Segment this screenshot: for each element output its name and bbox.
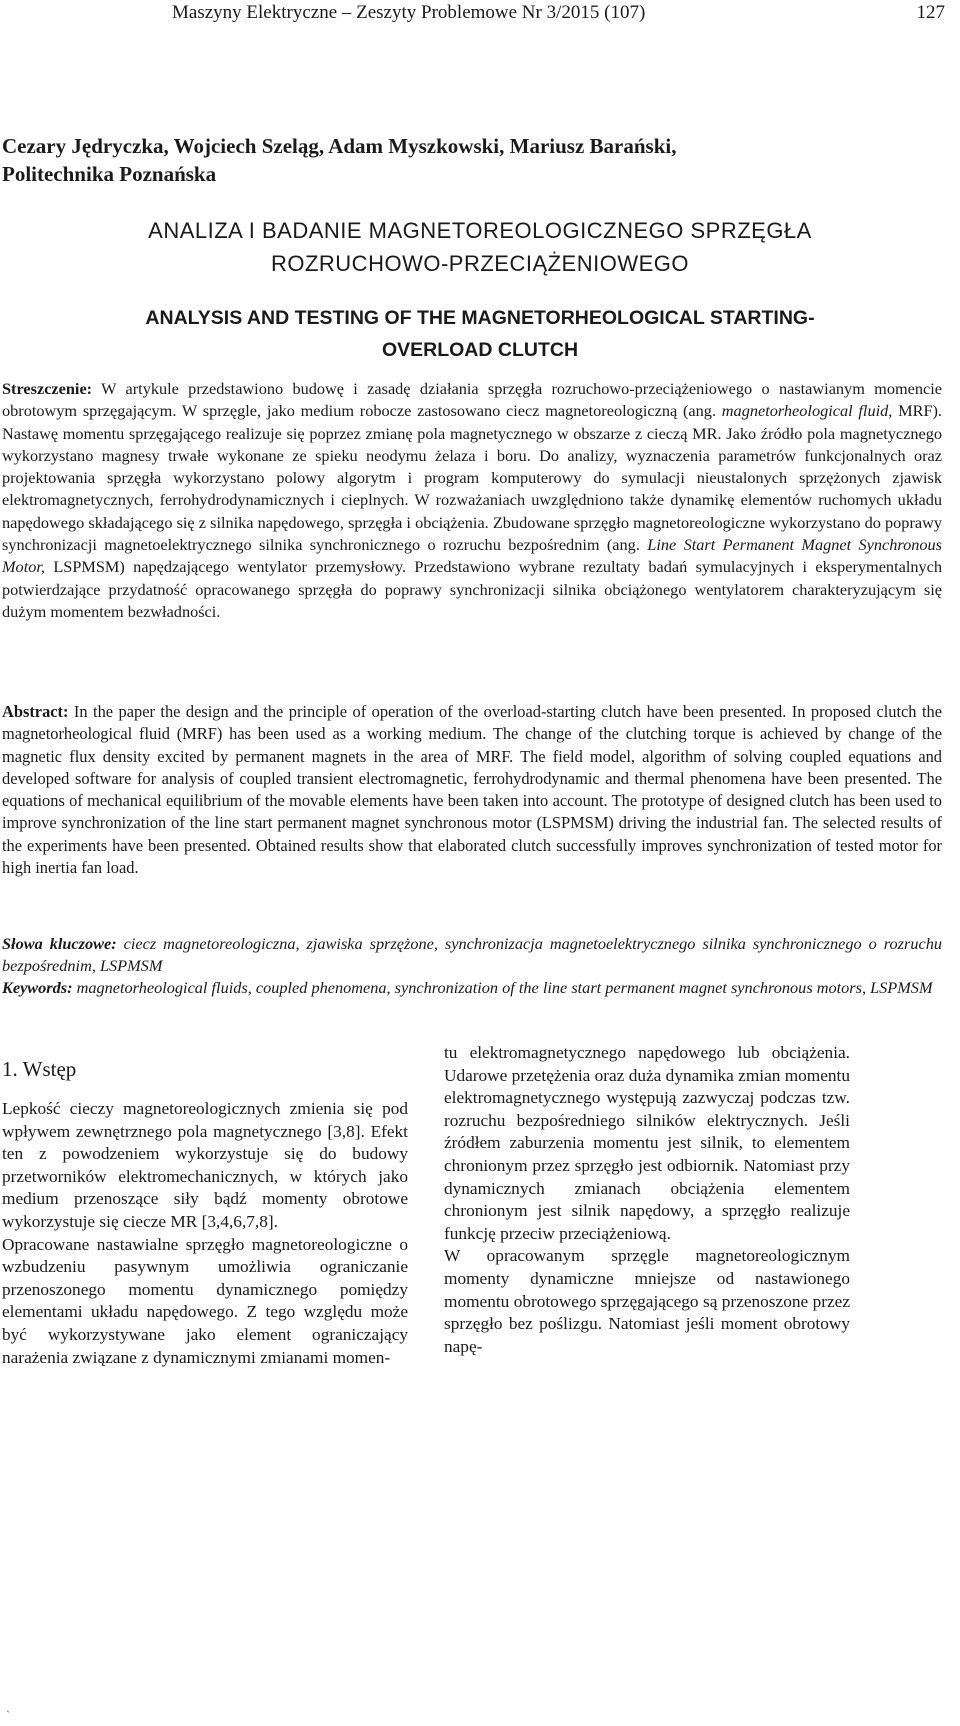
keywords-polish-text: ciecz magnetoreologiczna, zjawiska sprzężone, synchronizacja magnetoelektrycznego silnika synchronicznego o rozruchu bezpośrednim, LSPMSM bbox=[2, 934, 942, 976]
title-english-line1: ANALYSIS AND TESTING OF THE MAGNETORHEOLOGICAL STARTING- bbox=[145, 307, 815, 329]
keywords-polish-paragraph bbox=[2, 933, 942, 978]
running-head bbox=[0, 2, 960, 32]
abstract-polish-paragraph bbox=[2, 378, 942, 623]
abstract-polish-label: Streszczenie: bbox=[2, 379, 93, 398]
column-right bbox=[444, 1042, 850, 1358]
intro-paragraph-1: Lepkość cieczy magnetoreologicznych zmienia się pod wpływem zewnętrznego pola magnetycznego [3,8]. Efekt ten z powodzeniem wykorzystuje się do budowy przetworników elektromechanicznych, w których jako medium przenoszące siły bądź momenty obrotowe wykorzystuje się ciecze MR [3,4,6,7,8]. bbox=[2, 1099, 408, 1231]
abstract-english-label: Abstract: bbox=[2, 702, 69, 721]
abstract-polish-italic1: magnetorheological fluid bbox=[721, 401, 889, 421]
keywords-polish bbox=[2, 933, 942, 978]
journal-title: Maszyny Elektryczne – Zeszyty Problemowe Nr 3/2015 (107) bbox=[172, 2, 646, 23]
section-heading: 1. Wstęp bbox=[2, 1057, 77, 1081]
title-polish bbox=[0, 214, 960, 280]
abstract-english bbox=[2, 701, 942, 879]
keywords-english-text: magnetorheological fluids, coupled phenomena, synchronization of the line start permanent magnet synchronous motors, LSPMSM bbox=[72, 978, 933, 997]
abstract-polish-italic2: Line Start Permanent Magnet Synchronous Motor, bbox=[2, 535, 942, 577]
title-polish-line1: ANALIZA I BADANIE MAGNETOREOLOGICZNEGO SPRZĘGŁA bbox=[148, 218, 812, 243]
abstract-english-text: In the paper the design and the principle of operation of the overload-starting clutch have been presented. In proposed clutch the magnetorheological fluid (MRF) has been used as a working medium. The change of the clutching torque is achieved by change of the magnetic flux density excited by permanent magnets in the area of MRF. The field model, algorithm of solving coupled equations and developed software for analysis of coupled transient electromagnetic, ferrohydrodynamic and thermal phenomena have been presented. The equations of mechanical equilibrium of the movable elements have been taken into account. The prototype of designed clutch has been used to improve synchronization of the line start permanent magnet synchronous motor (LSPMSM) driving the industrial fan. The selected results of the experiments have been presented. Obtained results show that elaborated clutch successfully improves synchronization of tested motor for high inertia fan load. bbox=[2, 702, 942, 878]
abstract-english-paragraph bbox=[2, 701, 942, 879]
abstract-polish-text1: W artykule przedstawiono budowę i zasadę działania sprzęgła rozruchowo-przeciążeniowego o nastawianym momencie obrotowym sprzęgającym. W sprzęgle, jako medium robocze zastosowano ciecz magnetoreologiczną (ang. bbox=[2, 379, 942, 421]
intro-paragraph-3: W opracowanym sprzęgle magnetoreologicznym momenty dynamiczne mniejsze od nastawionego momentu obrotowego sprzęgającego są przenoszone przez sprzęgło bez poślizgu. Natomiast jeśli moment obrotowy napę- bbox=[444, 1246, 850, 1356]
abstract-polish-text3: LSPMSM) napędzającego wentylator przemysłowy. Przedstawiono wybrane rezultaty badań symulacyjnych i eksperymentalnych potwierdzające przydatność opracowanego sprzęgła do poprawy synchronizacji silnika obciążonego wentylatorem charakteryzującym się dużym momentem bezwładności. bbox=[2, 557, 942, 621]
title-english-line2: OVERLOAD CLUTCH bbox=[381, 339, 579, 361]
keywords-polish-label: Słowa kluczowe: bbox=[2, 934, 117, 953]
abstract-polish-text2: , MRF). Nastawę momentu sprzęgającego realizuje się poprzez zmianę pola magnetycznego w obszarze z cieczą MR. Jako źródło pola magnetycznego wykorzystano magnesy trwałe wykonane ze spieku neodymu żelaza i boru. Do analizy, wyznaczenia parametrów funkcjonalnych oraz projektowania sprzęgła wykorzystano polowy algorytm i program komputerowy do symulacji nieustalonych sprzężonych zjawisk elektromagnetycznych, ferrohydrodynamicznych i cieplnych. W rozważaniach uwzględniono także dynamikę elementów ruchomych układu napędowego składającego się z silnika napędowego, sprzęgła i obciążenia. Zbudowane sprzęgło magnetoreologiczne wykorzystano do poprawy synchronizacji magnetoelektrycznego silnika synchronicznego o rozruchu bezpośrednim (ang. bbox=[2, 401, 942, 555]
author-affiliation: Politechnika Poznańska bbox=[2, 162, 217, 186]
keywords-english-label: Keywords: bbox=[2, 978, 73, 997]
author-names: Cezary Jędryczka, Wojciech Szeląg, Adam Myszkowski, Mariusz Barański, bbox=[2, 134, 677, 158]
column-left bbox=[2, 1042, 408, 1369]
title-polish-line2: ROZRUCHOWO-PRZECIĄŻENIOWEGO bbox=[270, 251, 690, 276]
intro-paragraph-2-continued: tu elektromagnetycznego napędowego lub obciążenia. Udarowe przetężenia oraz duża dynamika zmian momentu elektromagnetycznego występują zazwyczaj podczas tzw. rozruchu bezpośredniego silników elektrycznych. Jeśli źródłem zaburzenia momentu jest silnik, to elementem chronionym przez sprzęgło jest odbiornik. Natomiast przy dynamicznych zmianach obciążenia elementem chronionym jest silnik napędowy, a sprzęgło realizuje funkcję przeciw przeciążeniową. bbox=[444, 1043, 850, 1243]
abstract-polish bbox=[2, 378, 942, 623]
title-english bbox=[0, 302, 960, 366]
intro-paragraph-2: Opracowane nastawialne sprzęgło magnetoreologiczne o wzbudzeniu pasywnym umożliwia ograniczanie przenoszonego momentu dynamicznego pomiędzy elementami układu napędowego. Z tego względu może być wykorzystywane jako element ograniczający narażenia związane z dynamicznymi zmianami momen- bbox=[2, 1234, 408, 1367]
author-block bbox=[2, 132, 952, 188]
keywords-english bbox=[2, 977, 942, 999]
footer-mark: ` bbox=[6, 1708, 10, 1722]
keywords-english-paragraph bbox=[2, 977, 942, 999]
page-number: 127 bbox=[916, 2, 945, 23]
